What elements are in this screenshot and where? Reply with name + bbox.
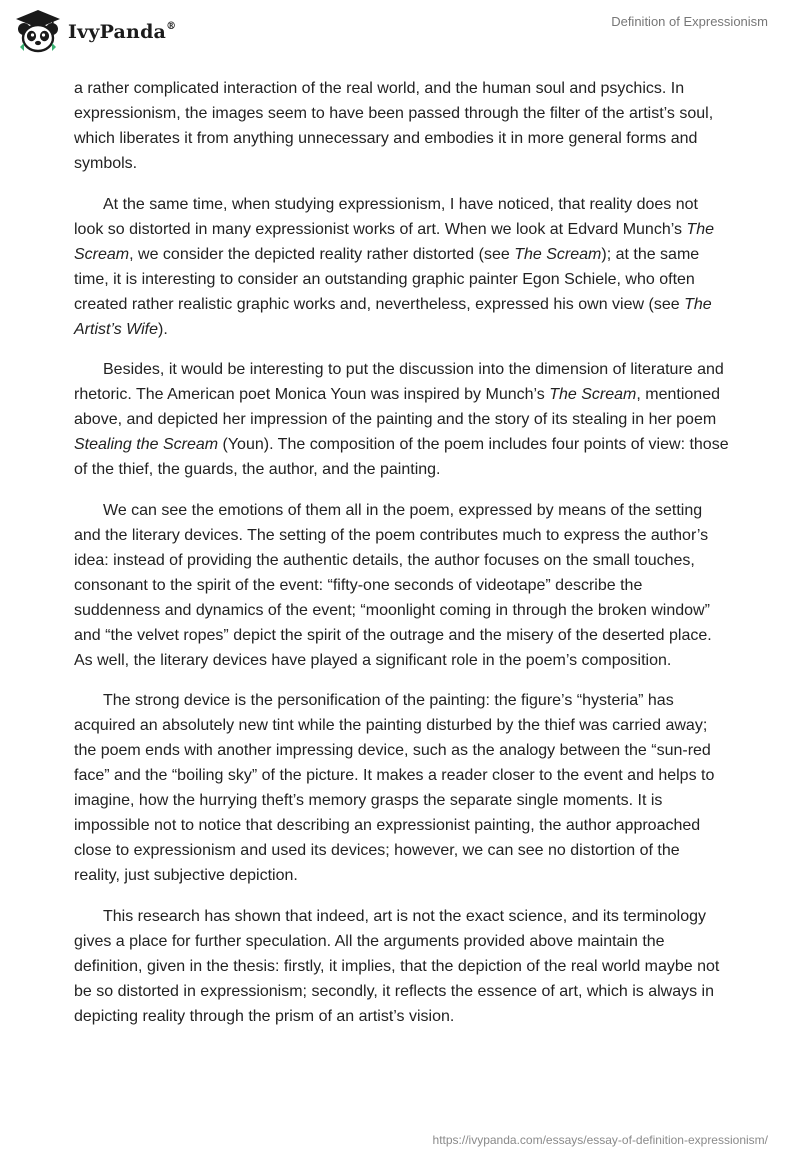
- paragraph-5: The strong device is the personification of the painting: the figure’s “hysteria” has acquired an absolutely new tint while the painting disturbed by the thief was carried away; the poem ends with another impressing device, such as the analogy between the “sun-red face” and the “boiling sky” of the picture. It makes a reader closer to the event and helps to imagine, how the hurrying theft’s memory grasps the separate single moments. It is impossible not to notice that describing an expressionist painting, the author approached close to expressionism and used its devices; however, we can see no distortion of the reality, just subjective depiction.: [74, 692, 715, 884]
- paragraph-2: [74, 192, 730, 342]
- document-title: Definition of Expressionism: [611, 14, 768, 29]
- text-run: , mentioned above, and depicted her impression of the painting and the story of its stealing in her poem: [74, 386, 720, 428]
- text-run: , we consider the depicted reality rather distorted (see: [129, 245, 515, 263]
- paragraph-1: a rather complicated interaction of the real world, and the human soul and psychics. In expressionism, the images seem to have been passed through the filter of the artist’s soul, which liberates it from anything unnecessary and embodies it in more general forms and symbols.: [74, 80, 714, 172]
- paragraph-6: This research has shown that indeed, art is not the exact science, and its terminology gives a place for further speculation. All the arguments provided above maintain the definition, given in the thesis: firstly, it implies, that the depiction of the real world maybe not be so distorted in expressionism; secondly, it reflects the essence of art, which is always in depicting reality through the prism of an artist’s vision.: [74, 907, 720, 1025]
- paragraph-4: We can see the emotions of them all in the poem, expressed by means of the setting and the literary devices. The setting of the poem contributes much to express the author’s idea: instead of providing the authentic details, the author focuses on the small touches, consonant to the spirit of the event: “fifty-one seconds of videotape” describe the suddenness and dynamics of the event; “moonlight coming in through the broken window” and “the velvet ropes” depict the spirit of the outrage and the misery of the deserted place. As well, the literary devices have played a significant role in the poem’s composition.: [74, 501, 712, 669]
- text-run: ); at the same time, it is interesting to consider an outstanding graphic painter Egon Schiele, who often created rather realistic graphic works and, nevertheless, expressed his own view (see: [74, 245, 700, 313]
- text-run: ).: [158, 320, 168, 338]
- registered-mark: ®: [166, 20, 177, 32]
- artwork-title: The Scream: [74, 220, 714, 263]
- paragraph-3: [74, 357, 730, 482]
- panda-graduate-icon: [14, 9, 62, 55]
- text-run: Besides, it would be interesting to put the discussion into the dimension of literature and rhetoric. The American poet Monica Youn was inspired by Munch’s: [74, 361, 724, 403]
- essay-body: [74, 76, 730, 1044]
- text-run: (Youn). The composition of the poem includes four points of view: those of the thief, the guards, the author, and the painting.: [74, 436, 729, 478]
- artwork-title: The Scream: [549, 386, 637, 403]
- page-header: [0, 0, 800, 70]
- ivypanda-logo[interactable]: [14, 9, 176, 55]
- brand-name: [68, 21, 176, 43]
- poem-title: Stealing the Scream: [74, 436, 219, 453]
- source-url[interactable]: https://ivypanda.com/essays/essay-of-definition-expressionism/: [432, 1133, 768, 1147]
- artwork-title: The Artist’s Wife: [74, 295, 712, 338]
- text-run: At the same time, when studying expressionism, I have noticed, that reality does not look so distorted in many expressionist works of art. When we look at Edvard Munch’s: [74, 195, 698, 238]
- brand-text: IvyPanda: [68, 21, 167, 43]
- artwork-title: The Scream: [514, 245, 602, 263]
